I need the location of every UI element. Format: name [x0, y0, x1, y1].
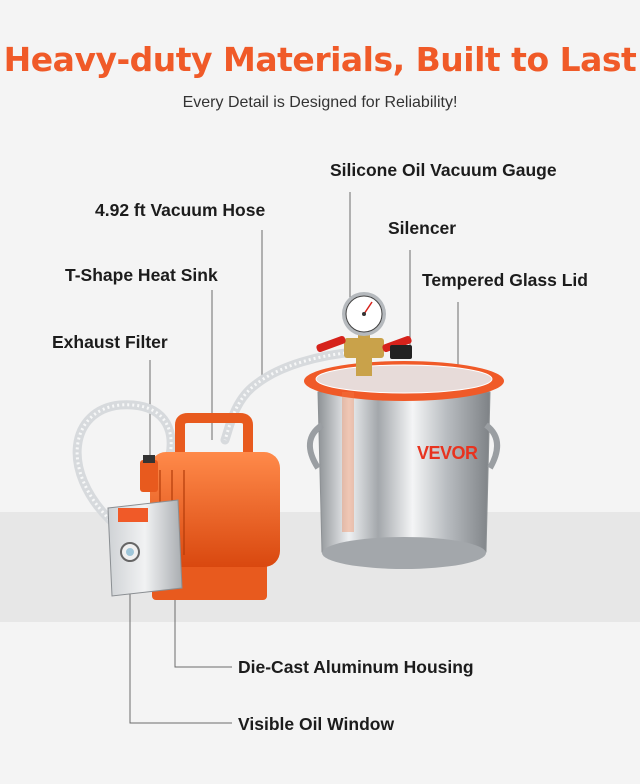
callout-housing: Die-Cast Aluminum Housing	[238, 657, 474, 677]
callout-hose: 4.92 ft Vacuum Hose	[95, 200, 266, 220]
pump-handle	[180, 418, 248, 452]
callout-heat-sink: T-Shape Heat Sink	[65, 265, 218, 285]
silencer-body	[390, 345, 412, 359]
vacuum-chamber	[304, 361, 504, 569]
oil-window-leader-line	[130, 580, 232, 723]
callout-gauge: Silicone Oil Vacuum Gauge	[330, 160, 557, 180]
vacuum-gauge	[342, 292, 386, 336]
page-title: Heavy-duty Materials, Built to Last	[3, 40, 637, 79]
page-subtitle: Every Detail is Designed for Reliability!	[182, 94, 458, 111]
warning-label	[118, 508, 148, 522]
callout-silencer: Silencer	[388, 218, 457, 238]
vacuum-pump	[108, 418, 280, 600]
callout-exhaust-filter: Exhaust Filter	[52, 332, 168, 352]
callout-glass-lid: Tempered Glass Lid	[422, 270, 588, 290]
callout-oil-window: Visible Oil Window	[238, 714, 395, 734]
chamber-brand: VEVOR	[417, 443, 478, 463]
housing-leader-line	[175, 600, 232, 667]
exhaust-filter-body	[140, 460, 158, 492]
